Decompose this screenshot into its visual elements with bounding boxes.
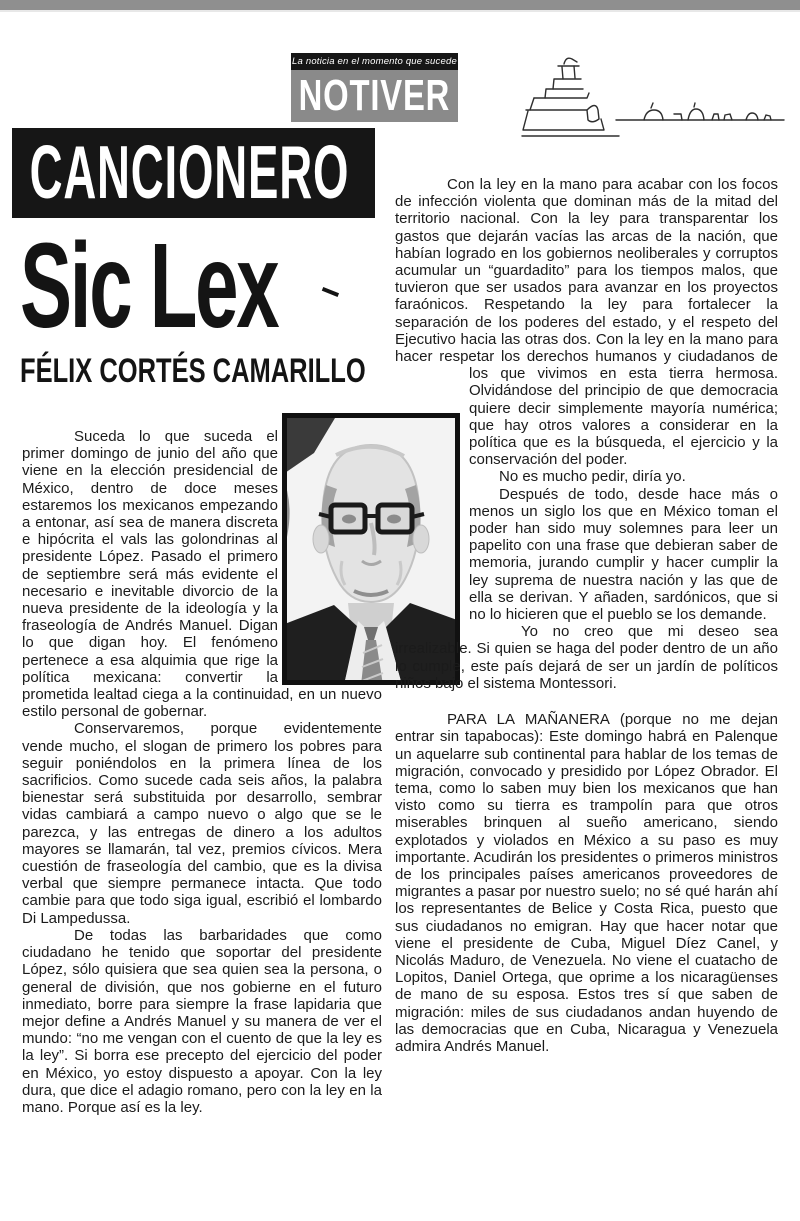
section-banner-label: CANCIONERO: [29, 130, 350, 216]
section-banner: [12, 128, 375, 218]
column-title: Sic Lex: [20, 219, 278, 354]
author-byline: FÉLIX CORTÉS CAMARILLO: [20, 352, 366, 390]
paragraph-segment: Con la ley en la mano para acabar con los focos de infección violenta que dominan más de la mitad del territorio nacional. Con la ley para transparentar los gastos que dejarán vacías las arcas de la nación, que habían logrado en los gobiernos neoliberales y corruptos acumular un “guardadito” para los tiempos malos, que tuvieron que ser usados para avanzar en los proyectos faraónicos. Respetando la ley para fortalecer la separación de los poderes del estado, y el respeto del Ejecutivo hacia las otras dos. Con la ley en la mano para hacer respetar los derechos humanos y ciudadanos de los que vivimos en: [395, 176, 778, 383]
top-gray-bar: [0, 0, 800, 12]
masthead-tagline: La noticia en el momento que sucede: [291, 53, 458, 70]
paragraph: Yo no creo que mi deseo sea irrealizable. Si quien se haga del poder dentro de un año lo cumple, este país dejará de ser un jardín de políticos niños bajo el sistema Montessori.: [395, 623, 778, 692]
masthead-logo-text: NOTIVER: [298, 71, 451, 120]
photo-wrap-spacer-left-column: [278, 428, 382, 685]
article-left-column: [22, 428, 382, 1116]
article-right-column: [395, 176, 778, 1055]
paragraph: Después de todo, desde hace más o menos un siglo los que en México toman el poder han sido muy solemnes para leer un papelito con una frase que debieran saber de memoria, jurando cumplir y hacer cumplir la ley suprema de nuestra nación y las que de ella se derivan. Y añaden, sardónicos, que si no lo hicieren que el pueblo se los demande.: [469, 485, 778, 624]
paragraph: De todas las barbaridades que como ciudadano he tenido que soportar del presidente López, sólo quisiera que sea quien sea la persona, o general de división, que nos gobierne en el futuro inmediato, borre para siempre la frase lapidaria que mejor define a Andrés Manuel y su manera de ver el mundo: “no me vengan con el cuento de que la ley es la ley”. Si borra ese precepto del ejercicio del poder en México, yo estoy dispuesto a apoyar. Con la ley dura, que dice el adagio romano, pero con la ley en la mano. Porque así es la ley.: [22, 926, 382, 1116]
paragraph: No es mucho pedir, diría yo.: [499, 468, 686, 486]
harbor-fort-sketch-icon: [498, 50, 790, 138]
paragraph: PARA LA MAÑANERA (porque no me dejan entrar sin tapabocas): Este domingo habrá en Palenque un aquelarre sub continental para hablar de los temas de migración, convocado y presidido por López Obrador. El tema, como lo saben muy bien los mexicanos que han visto como su tierra es trampolín para que otros miserables brinquen al sueño americano, siendo explotados y violados en México a su paso es muy importante. Acudirán los presidentes o primeros ministros de los principales países americanos proveedores de migrantes a pasar por nuestro suelo; no sé qué harán ahí los representantes de Belice y Costa Rica, puesto que sus ciudadanos no emigran. Hay que hacer notar que viene el presidente de Cuba, Miguel Díez Canel, y Nicolás Maduro, de Venezuela. No viene el cuatacho de Lopitos, Daniel Ortega, que oprime a los nicaragüenses de mano de su esposa. Estos tres sí que saben de migración: miles de sus ciudadanos andan huyendo de las democracias que en Cuba, Nicaragua y Venezuela admira Andrés Manuel.: [395, 711, 778, 1055]
paragraph: [395, 176, 778, 468]
title-accent-mark: [322, 287, 339, 297]
paragraph-segment: esta tierra hermosa. Olvidándose del principio de que democracia quiere decir simplemente mayoría numérica; que hay otros valores a considerar en la política que es la búsqueda, el ejercicio y la conservación del poder.: [469, 365, 778, 469]
notiver-masthead: [291, 53, 458, 122]
photo-wrap-spacer-right-column: [395, 365, 469, 631]
paragraph: Conservaremos, porque evidentemente vende mucho, el slogan de primero los pobres para seguir poniéndolos en la primera línea de los sacrificios. Como sucede cada seis años, la palabra bienestar será substituida por desarrollo, sembrar vidas cambiará a campo nuevo o algo que se le parezca, y las entregas de dinero a los adultos mayores se llamarán, tal vez, premios cívicos. Mera cuestión de fraseología del cambio, que es la divisa verbal que siempre permanece intacta. Que todo cambie para que todo siga igual, escribió el lombardo Di Lampedussa.: [22, 720, 382, 927]
paragraph: Suceda lo que suceda el primer domingo de junio del año que viene en la elección presidencial de México, dentro de doce meses estaremos los mexicanos empezando a entonar, así sea de manera discreta e hipócrita el vals las golondrinas al presidente López. Pasado el primero de septiembre será más evidente el necesario e inevitable divorcio de la nueva presidente de la ideología y la fraseología de Andrés Manuel. Digan lo que digan hoy. El fenómeno pertenece a esa alquimia que rige la política mexicana: convertir la prometida lealtad ciega a la continuidad, en un nuevo estilo personal de gobernar.: [22, 428, 382, 721]
